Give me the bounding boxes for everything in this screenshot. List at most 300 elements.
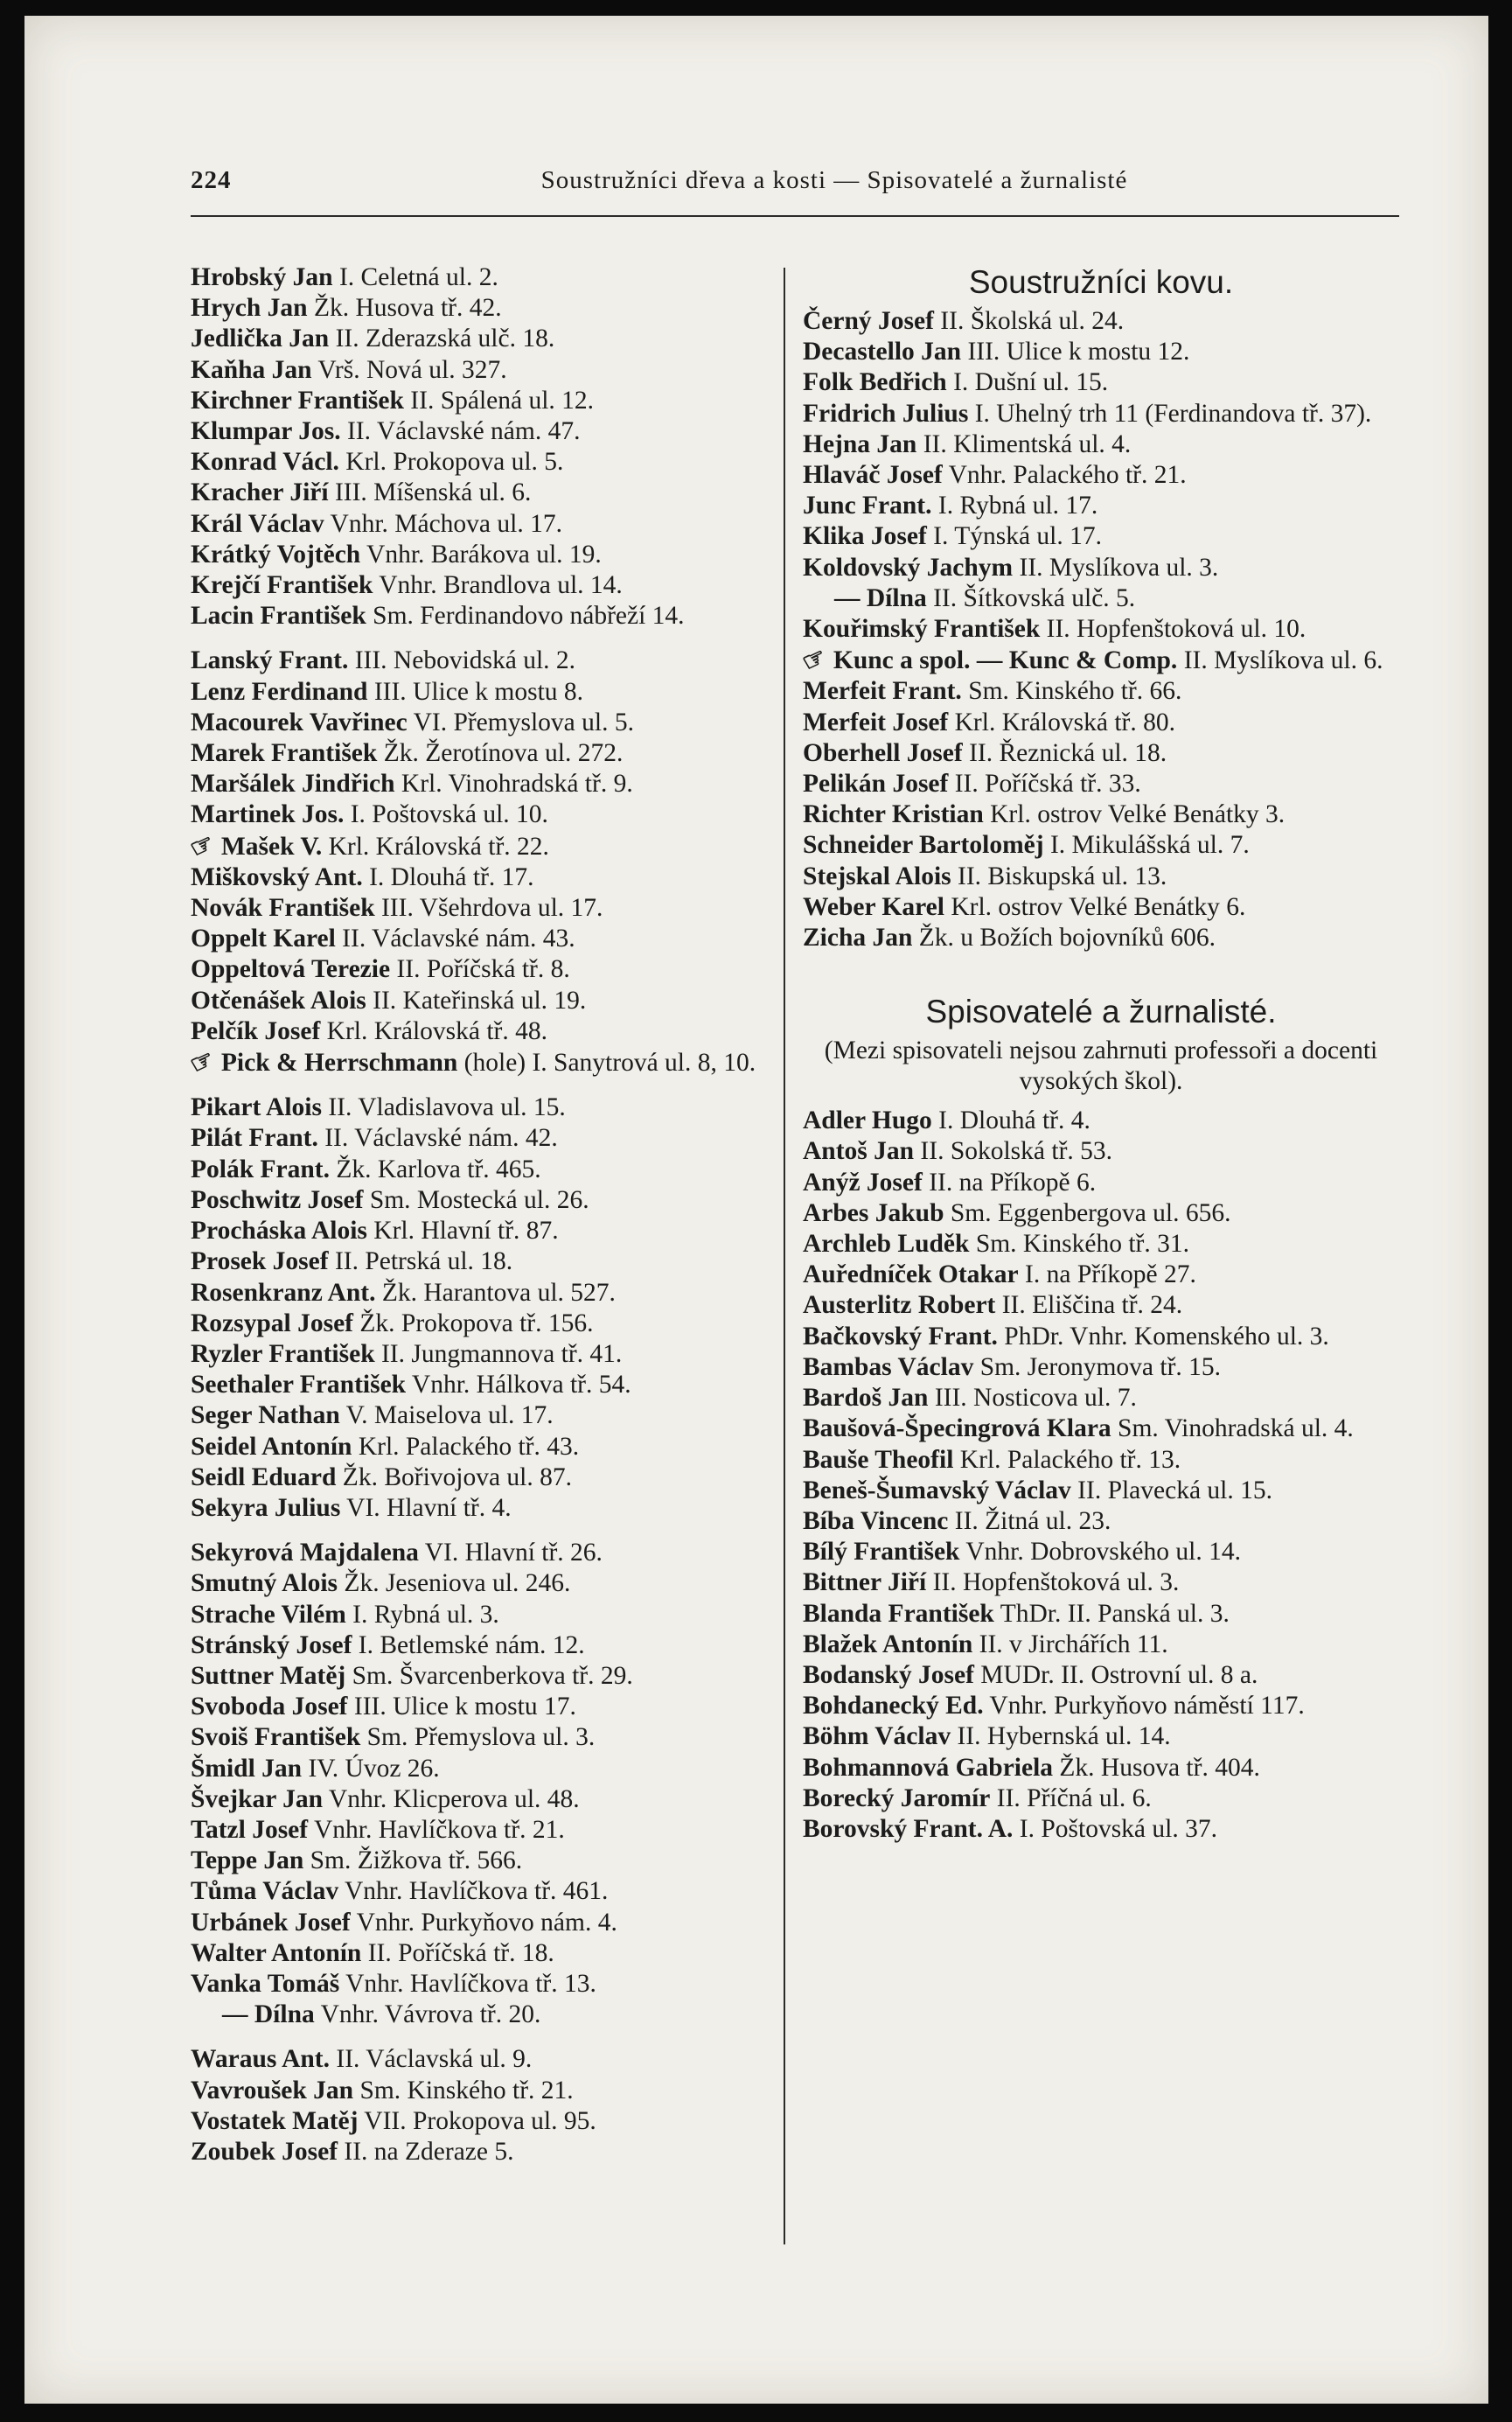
entry-address: Krl. ostrov Velké Benátky 3. <box>990 800 1286 829</box>
entry-name: Decastello Jan <box>803 338 962 366</box>
entry-address: Sm. Kinského tř. 66. <box>968 677 1182 706</box>
entry-name: Lanský Frant. <box>191 646 349 675</box>
entry-address: II. Šítkovská ulč. 5. <box>933 583 1136 612</box>
list-item <box>803 429 1399 460</box>
list-item <box>191 1123 768 1154</box>
entry-name: Bittner Jiří <box>803 1568 927 1597</box>
list-item <box>803 1445 1399 1476</box>
list-item <box>191 1216 768 1246</box>
entry-address: Vnhr. Palackého tř. 21. <box>948 461 1187 490</box>
list-item <box>803 708 1399 738</box>
entry-name: Bodanský Josef <box>803 1660 974 1689</box>
section-title-metal-turners: Soustružníci kovu. <box>968 264 1234 300</box>
list-item <box>803 1630 1399 1660</box>
entry-name: Tůma Václav <box>191 1877 339 1906</box>
entry-address: III. Nosticova ul. 7. <box>934 1384 1137 1413</box>
entry-address: Vnhr. Havlíčkova tř. 21. <box>313 1815 565 1844</box>
list-item <box>803 306 1399 337</box>
entry-address: II. Plavecká ul. 15. <box>1077 1476 1272 1504</box>
entry-name: Švejkar Jan <box>191 1784 324 1813</box>
entry-address: II. Hopfenštoková ul. 10. <box>1046 615 1306 644</box>
list-item <box>191 1815 768 1846</box>
entry-name: Seidl Eduard <box>191 1462 337 1491</box>
list-item <box>803 614 1399 645</box>
list-item <box>803 1721 1399 1752</box>
entry-name: Kracher Jiří <box>191 478 329 507</box>
list-item <box>191 355 768 386</box>
entry-address: Vnhr. Barákova ul. 19. <box>366 540 602 569</box>
list-item <box>191 1692 768 1722</box>
entry-name: Krejčí František <box>191 571 373 600</box>
entry-address: I. Poštovská ul. 10. <box>350 800 548 829</box>
entry-name: Urbánek Josef <box>191 1908 351 1937</box>
entry-address: PhDr. Vnhr. Komenského ul. 3. <box>1004 1322 1329 1351</box>
entry-address: Žk. Žerotínova ul. 272. <box>383 739 624 768</box>
entry-name: Teppe Jan <box>191 1846 304 1875</box>
list-item <box>191 324 768 354</box>
entry-name: Bohmannová Gabriela <box>803 1753 1054 1782</box>
list-item <box>803 799 1399 830</box>
list-item <box>191 1309 768 1339</box>
list-item <box>191 1784 768 1815</box>
list-item <box>191 924 768 954</box>
entry-name: Mašek V. <box>220 832 323 861</box>
list-item <box>191 1185 768 1216</box>
entry-address: II. Eliščina tř. 24. <box>1001 1291 1183 1320</box>
entry-address: Vnhr. Purkyňovo nám. 4. <box>356 1908 617 1937</box>
entry-address: Krl. Královská tř. 80. <box>954 708 1175 736</box>
entry-name: Tatzl Josef <box>191 1815 309 1844</box>
entry-address: III. Všehrdova ul. 17. <box>380 894 603 923</box>
entry-address: II. Školská ul. 24. <box>940 307 1125 335</box>
entry-address: ThDr. II. Panská ul. 3. <box>1000 1599 1230 1628</box>
list-item <box>803 1290 1399 1321</box>
entry-address: Vnhr. Máchova ul. 17. <box>330 509 562 538</box>
entry-address: Krl. ostrov Velké Benátky 6. <box>951 892 1246 921</box>
list-item <box>191 262 768 293</box>
list-item <box>191 708 768 738</box>
entry-name: Waraus Ant. <box>191 2045 331 2074</box>
entry-name: Hlaváč Josef <box>803 461 943 490</box>
entry-address: II. Václavská ul. 9. <box>336 2045 533 2074</box>
list-item <box>803 1506 1399 1537</box>
list-item <box>191 1568 768 1599</box>
entry-name: Archleb Luděk <box>803 1230 970 1259</box>
list-item <box>191 2044 768 2075</box>
running-title: Soustružníci dřeva a kosti — Spisovatelé a žurnalisté <box>540 166 1128 194</box>
entry-address: Sm. Přemyslova ul. 3. <box>366 1723 596 1752</box>
entry-address: Vnhr. Havlíčkova tř. 13. <box>345 1969 596 1998</box>
entry-name: Merfeit Josef <box>803 708 949 736</box>
entry-name: Hrych Jan <box>191 294 308 323</box>
entry-name: Krátký Vojtěch <box>191 540 361 569</box>
header-rule <box>191 215 1399 217</box>
entry-address: Vnhr. Brandlova ul. 14. <box>379 571 623 600</box>
entry-name: Jedlička Jan <box>191 325 330 353</box>
entry-name: Rosenkranz Ant. <box>191 1278 376 1307</box>
list-item <box>803 1783 1399 1814</box>
list-item <box>191 1462 768 1493</box>
entry-name: Miškovský Ant. <box>191 862 363 891</box>
entry-name: Antoš Jan <box>803 1137 915 1166</box>
list-item <box>803 1660 1399 1691</box>
list-item <box>803 1322 1399 1352</box>
entry-name: Prosek Josef <box>191 1247 329 1276</box>
list-item <box>191 1600 768 1630</box>
entry-address: II. Myslíkova ul. 3. <box>1019 553 1219 582</box>
entry-address: VII. Prokopova ul. 95. <box>364 2106 596 2135</box>
list-item <box>803 1537 1399 1567</box>
entry-name: Pelikán Josef <box>803 770 949 799</box>
entry-address: II. Václavské nám. 47. <box>346 417 581 446</box>
pointing-hand-icon: ☞ <box>798 642 832 679</box>
list-item <box>803 337 1399 367</box>
entry-name: Král Václav <box>191 509 324 538</box>
list-item <box>803 491 1399 521</box>
entry-name: Stejskal Alois <box>803 862 951 890</box>
page-number: 224 <box>191 166 232 194</box>
entry-address: Vnhr. Vávrova tř. 20. <box>320 2000 541 2029</box>
list-item <box>803 367 1399 398</box>
list-item <box>191 293 768 324</box>
list-item <box>803 460 1399 491</box>
entry-name: Blanda František <box>803 1599 994 1628</box>
list-item <box>191 1246 768 1277</box>
entry-address: IV. Úvoz 26. <box>308 1754 440 1783</box>
entry-name: Austerlitz Robert <box>803 1291 996 1320</box>
list-item <box>191 1432 768 1462</box>
list-item <box>803 1168 1399 1198</box>
entry-address: II. Řeznická ul. 18. <box>969 738 1167 767</box>
entry-address: II. Spálená ul. 12. <box>410 386 595 415</box>
entry-name: Poschwitz Josef <box>191 1185 364 1214</box>
entry-name: Vostatek Matěj <box>191 2106 359 2135</box>
entry-address: II. Václavské nám. 43. <box>342 925 575 953</box>
list-item <box>191 509 768 540</box>
entry-name: Bačkovský Frant. <box>803 1322 998 1351</box>
entry-name: Richter Kristian <box>803 800 984 829</box>
entry-name: Beneš-Šumavský Václav <box>803 1476 1071 1504</box>
list-item <box>803 1413 1399 1444</box>
entry-name: Merfeit Frant. <box>803 677 962 706</box>
list-item <box>798 642 1399 679</box>
entry-name: Martinek Jos. <box>191 800 345 829</box>
entry-address: II. Vladislavova ul. 15. <box>328 1093 566 1122</box>
list-item <box>191 1538 768 1568</box>
entry-name: Pilát Frant. <box>191 1124 318 1153</box>
entry-name: Oppeltová Terezie <box>191 955 391 984</box>
list-item <box>803 769 1399 799</box>
entry-name: Svoiš František <box>191 1723 361 1752</box>
entry-name: Procháska Alois <box>191 1217 367 1246</box>
entry-address: VI. Hlavní tř. 4. <box>346 1493 512 1522</box>
entry-name: Schneider Bartoloměj <box>803 831 1044 860</box>
list-item <box>191 540 768 570</box>
list-item <box>803 399 1399 429</box>
entry-name: — Dílna <box>222 2000 315 2029</box>
entry-name: Anýž Josef <box>803 1168 923 1197</box>
list-item <box>803 676 1399 707</box>
entry-address: V. Maiselova ul. 17. <box>345 1401 554 1430</box>
entry-address: Žk. Husova tř. 42. <box>313 294 502 323</box>
list-item <box>803 521 1399 552</box>
list-item <box>803 1136 1399 1167</box>
entry-name: Blažek Antonín <box>803 1630 973 1658</box>
list-item <box>191 893 768 924</box>
entry-name: Klumpar Jos. <box>191 417 341 446</box>
entry-name: Pikart Alois <box>191 1093 322 1122</box>
entry-address: Žk. Harantova ul. 527. <box>381 1278 616 1307</box>
writers-note: (Mezi spisovateli nejsou zahrnuti professoři a docenti vysokých škol). <box>824 1037 1378 1096</box>
entry-address: Krl. Vinohradská tř. 9. <box>401 770 633 799</box>
entry-address: II. v Jirchářích 11. <box>979 1630 1168 1658</box>
list-item <box>191 2076 768 2106</box>
entry-name: Zoubek Josef <box>191 2137 338 2166</box>
writers-list <box>803 1106 1399 1845</box>
list-item <box>191 1630 768 1661</box>
list-item <box>191 447 768 478</box>
entry-name: Šmidl Jan <box>191 1754 303 1783</box>
list-item <box>191 1661 768 1692</box>
list-item <box>191 1016 768 1047</box>
entry-address: VI. Hlavní tř. 26. <box>424 1539 603 1567</box>
entry-address: II. na Příkopě 6. <box>929 1168 1097 1197</box>
entry-address: II. Myslíkova ul. 6. <box>1183 646 1383 675</box>
entry-name: Kaňha Jan <box>191 355 312 384</box>
entry-address: II. Zderazská ulč. 18. <box>335 325 555 353</box>
entry-name: Kouřimský František <box>803 615 1041 644</box>
entry-address: MUDr. II. Ostrovní ul. 8 a. <box>980 1660 1258 1689</box>
entry-name: Suttner Matěj <box>191 1661 346 1690</box>
metal-turners-list <box>798 306 1399 953</box>
entry-address: Sm. Kinského tř. 31. <box>975 1230 1190 1259</box>
entry-name: Adler Hugo <box>803 1106 932 1135</box>
entry-address: I. Dlouhá tř. 4. <box>938 1106 1090 1135</box>
list-item <box>803 738 1399 769</box>
list-item <box>191 738 768 769</box>
entry-name: Klika Josef <box>803 522 927 551</box>
entry-name: Kirchner František <box>191 386 404 415</box>
list-item <box>191 2106 768 2137</box>
entry-address: Sm. Švarcenberkova tř. 29. <box>352 1661 633 1690</box>
entry-address: I. Celetná ul. 2. <box>338 263 498 291</box>
entry-name: Vavroušek Jan <box>191 2076 354 2104</box>
entry-address: II. Klimentská ul. 4. <box>923 429 1132 458</box>
list-item <box>803 1753 1399 1783</box>
entry-name: Borovský Frant. A. <box>803 1814 1014 1843</box>
entry-address: II. Poříčská tř. 18. <box>367 1938 554 1967</box>
entry-address: Krl. Palackého tř. 13. <box>959 1445 1181 1474</box>
list-item <box>803 1691 1399 1721</box>
entry-address: II. Václavské nám. 42. <box>324 1124 558 1153</box>
entry-address: Žk. Bořivojova ul. 87. <box>342 1462 572 1491</box>
entry-address: III. Ulice k mostu 12. <box>967 338 1190 366</box>
entry-address: I. Betlemské nám. 12. <box>358 1630 585 1659</box>
entry-name: Strache Vilém <box>191 1600 346 1629</box>
entry-name: Pelčík Josef <box>191 1016 321 1045</box>
entry-name: Seethaler František <box>191 1371 407 1399</box>
list-item <box>191 2137 768 2167</box>
list-item <box>803 862 1399 892</box>
entry-address: Sm. Mostecká ul. 26. <box>369 1185 589 1214</box>
entry-address: II. Sokolská tř. 53. <box>920 1137 1113 1166</box>
list-item <box>803 830 1399 861</box>
list-item <box>185 827 768 864</box>
entry-name: Bíba Vincenc <box>803 1506 949 1535</box>
entry-address: II. Jungmannova tř. 41. <box>380 1339 623 1368</box>
entry-address: Sm. Kinského tř. 21. <box>359 2076 574 2104</box>
entry-name: Svoboda Josef <box>191 1693 348 1721</box>
entry-address: Vnhr. Havlíčkova tř. 461. <box>344 1877 609 1906</box>
list-item <box>803 1198 1399 1229</box>
list-item <box>191 1938 768 1969</box>
list-item <box>191 416 768 447</box>
list-item <box>191 1370 768 1400</box>
entry-address: I. na Příkopě 27. <box>1025 1260 1196 1289</box>
list-item <box>191 646 768 676</box>
entry-address: Krl. Palackého tř. 43. <box>358 1432 580 1461</box>
entry-name: Zicha Jan <box>803 924 913 953</box>
list-item <box>191 1754 768 1784</box>
list-item <box>803 892 1399 923</box>
entry-address: II. Hybernská ul. 14. <box>957 1722 1171 1751</box>
entry-name: Bílý František <box>803 1538 960 1567</box>
entry-address: II. Kateřinská ul. 19. <box>373 986 587 1015</box>
list-item <box>803 1383 1399 1413</box>
entry-name: Macourek Vavřinec <box>191 708 408 736</box>
entry-name: Seidel Antonín <box>191 1432 352 1461</box>
entry-name: Bauše Theofil <box>803 1445 954 1474</box>
entry-name: Auředníček Otakar <box>803 1260 1019 1289</box>
entry-name: Polák Frant. <box>191 1155 330 1183</box>
list-item <box>803 1260 1399 1290</box>
entry-name: Stránský Josef <box>191 1630 352 1659</box>
left-column <box>185 262 768 2167</box>
entry-address: II. na Zderaze 5. <box>344 2137 514 2166</box>
entry-name: Vanka Tomáš <box>191 1969 340 1998</box>
entry-name: Seger Nathan <box>191 1401 340 1430</box>
entry-address: Sm. Vinohradská ul. 4. <box>1118 1414 1354 1443</box>
list-item <box>803 1106 1399 1136</box>
entry-address: I. Týnská ul. 17. <box>933 522 1102 551</box>
pointing-hand-icon: ☞ <box>185 827 219 864</box>
list-item <box>803 1599 1399 1630</box>
entry-address: I. Dlouhá tř. 17. <box>369 862 534 891</box>
entry-address: I. Uhelný trh 11 (Ferdinandova tř. 37). <box>974 399 1372 428</box>
list-item <box>191 677 768 708</box>
entry-name: Smutný Alois <box>191 1569 338 1598</box>
entry-address: Žk. Jeseniova ul. 246. <box>344 1569 571 1598</box>
entry-name: Koldovský Jachym <box>803 553 1014 582</box>
list-item <box>803 1476 1399 1506</box>
entry-name: Bohdanecký Ed. <box>803 1692 984 1721</box>
entry-address: Krl. Královská tř. 48. <box>326 1016 547 1045</box>
entry-address: Žk. Husova tř. 404. <box>1059 1753 1260 1782</box>
list-item <box>191 2000 768 2030</box>
entry-name: Oppelt Karel <box>191 925 336 953</box>
entry-name: Ryzler František <box>191 1339 375 1368</box>
list-item <box>191 862 768 893</box>
entry-address: I. Poštovská ul. 37. <box>1019 1814 1217 1843</box>
list-item <box>191 986 768 1016</box>
page-header <box>191 166 1399 210</box>
right-column <box>798 262 1399 1845</box>
list-item <box>191 1969 768 2000</box>
entry-name: Fridrich Julius <box>803 399 969 428</box>
entry-address: Krl. Hlavní tř. 87. <box>373 1217 559 1246</box>
entry-name: Böhm Václav <box>803 1722 951 1751</box>
entry-name: Sekyra Julius <box>191 1493 341 1522</box>
entry-address: (hole) I. Sanytrová ul. 8, 10. <box>463 1049 756 1078</box>
directory-page <box>24 16 1488 2404</box>
list-item <box>191 1155 768 1185</box>
entry-address: Vnhr. Dobrovského ul. 14. <box>965 1538 1241 1567</box>
list-item <box>191 386 768 416</box>
entry-name: Bardoš Jan <box>803 1384 929 1413</box>
entry-address: II. Žitná ul. 23. <box>954 1506 1111 1535</box>
entry-name: Otčenášek Alois <box>191 986 366 1015</box>
entry-address: Krl. Královská tř. 22. <box>328 832 549 861</box>
entry-name: Novák František <box>191 894 375 923</box>
list-item <box>191 1339 768 1370</box>
entry-name: Bambas Václav <box>803 1352 974 1381</box>
list-item <box>191 570 768 601</box>
section-title-writers: Spisovatelé a žurnalisté. <box>925 994 1277 1030</box>
entry-address: III. Ulice k mostu 17. <box>353 1693 576 1721</box>
entry-name: Hejna Jan <box>803 429 917 458</box>
list-item <box>191 1846 768 1876</box>
list-item <box>185 1043 768 1081</box>
list-item <box>803 923 1399 953</box>
entry-name: Maršálek Jindřich <box>191 770 395 799</box>
entry-name: Weber Karel <box>803 892 944 921</box>
entry-address: Sm. Žižkova tř. 566. <box>310 1846 523 1875</box>
list-item <box>191 1722 768 1753</box>
list-item <box>191 799 768 830</box>
entry-address: Krl. Prokopova ul. 5. <box>345 448 564 477</box>
entry-name: Baušová-Špecingrová Klara <box>803 1414 1111 1443</box>
entry-name: Pick & Herrschmann <box>220 1049 458 1078</box>
entry-name: Sekyrová Majdalena <box>191 1539 419 1567</box>
entry-address: I. Mikulášská ul. 7. <box>1049 831 1250 860</box>
entry-name: Arbes Jakub <box>803 1198 944 1227</box>
list-item <box>803 583 1399 614</box>
list-item <box>191 954 768 985</box>
entry-name: Walter Antonín <box>191 1938 362 1967</box>
entry-address: Vrš. Nová ul. 327. <box>317 355 507 384</box>
list-item <box>191 1908 768 1938</box>
list-item <box>191 1493 768 1524</box>
entry-address: I. Rybná ul. 17. <box>937 492 1098 520</box>
entry-address: Sm. Jeronymova tř. 15. <box>979 1352 1222 1381</box>
entry-name: Konrad Václ. <box>191 448 339 477</box>
entry-address: Vnhr. Hálkova tř. 54. <box>411 1371 631 1399</box>
list-item <box>191 478 768 508</box>
entry-address: II. Příčná ul. 6. <box>996 1783 1152 1812</box>
entry-name: Junc Frant. <box>803 492 932 520</box>
list-item <box>803 1229 1399 1260</box>
entry-address: Vnhr. Klicperova ul. 48. <box>328 1784 580 1813</box>
entry-address: I. Dušní ul. 15. <box>953 368 1109 397</box>
entry-name: Rozsypal Josef <box>191 1309 354 1337</box>
entry-address: III. Ulice k mostu 8. <box>373 677 584 706</box>
list-item <box>803 1814 1399 1845</box>
list-item <box>803 1352 1399 1383</box>
entry-name: Lenz Ferdinand <box>191 677 368 706</box>
entry-name: Černý Josef <box>803 307 934 335</box>
column-divider <box>784 268 785 2244</box>
list-item <box>191 1092 768 1123</box>
